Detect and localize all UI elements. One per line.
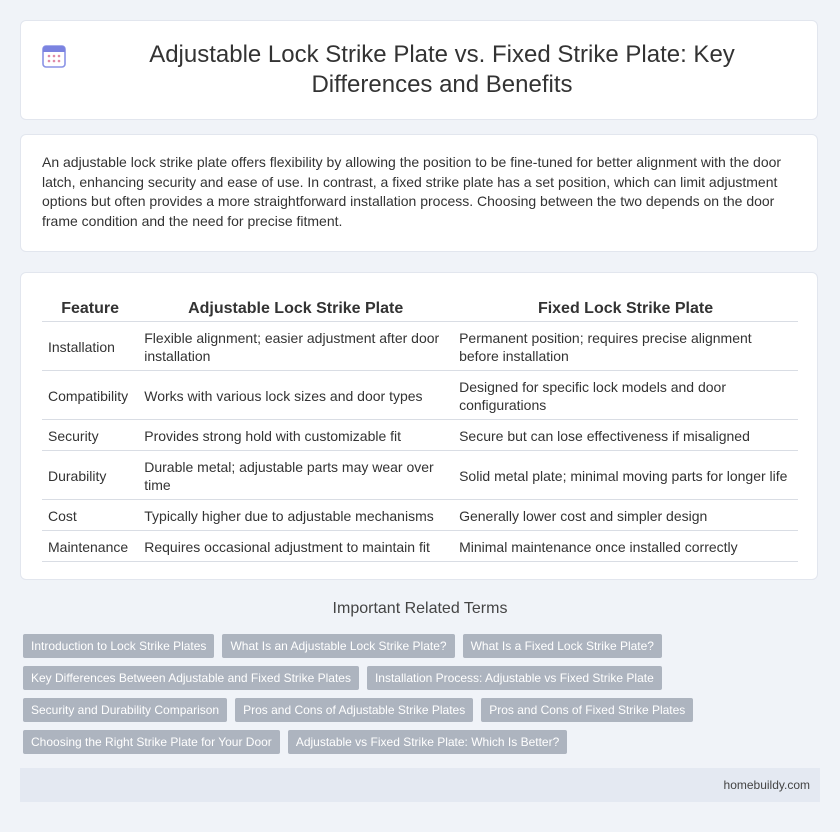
comparison-table (42, 294, 798, 564)
table-row (42, 373, 798, 420)
related-term-tag[interactable]: What Is an Adjustable Lock Strike Plate? (222, 634, 454, 658)
tag-row (23, 698, 813, 722)
related-term-tag[interactable]: Adjustable vs Fixed Strike Plate: Which Is Better? (288, 730, 567, 754)
related-terms-title: Important Related Terms (332, 600, 508, 617)
row-feature: Durability (42, 453, 138, 500)
row-fixed: Permanent position; requires precise alignment before installation (453, 324, 798, 371)
related-term-tag[interactable]: Pros and Cons of Adjustable Strike Plates (235, 698, 473, 722)
table-row (42, 453, 798, 500)
header-adjustable: Adjustable Lock Strike Plate (138, 296, 453, 322)
row-adjustable: Requires occasional adjustment to maintain fit (138, 533, 453, 562)
related-terms-tags (23, 634, 813, 762)
related-term-tag[interactable]: What Is a Fixed Lock Strike Plate? (463, 634, 662, 658)
row-adjustable: Works with various lock sizes and door types (138, 373, 453, 420)
related-term-tag[interactable]: Choosing the Right Strike Plate for Your Door (23, 730, 280, 754)
tag-row (23, 730, 813, 754)
header-feature: Feature (42, 296, 138, 322)
row-fixed: Minimal maintenance once installed correctly (453, 533, 798, 562)
intro-card (20, 134, 818, 252)
related-term-tag[interactable]: Pros and Cons of Fixed Strike Plates (481, 698, 693, 722)
header-card (20, 20, 818, 120)
comparison-card (20, 272, 818, 580)
row-feature: Security (42, 422, 138, 451)
row-fixed: Solid metal plate; minimal moving parts for longer life (453, 453, 798, 500)
related-term-tag[interactable]: Key Differences Between Adjustable and Fixed Strike Plates (23, 666, 359, 690)
row-fixed: Generally lower cost and simpler design (453, 502, 798, 531)
page-title: Adjustable Lock Strike Plate vs. Fixed Strike Plate: Key Differences and Benefits (149, 41, 735, 98)
row-feature: Installation (42, 324, 138, 371)
related-term-tag[interactable]: Installation Process: Adjustable vs Fixed Strike Plate (367, 666, 662, 690)
related-term-tag[interactable]: Security and Durability Comparison (23, 698, 227, 722)
row-fixed: Secure but can lose effectiveness if misaligned (453, 422, 798, 451)
row-feature: Compatibility (42, 373, 138, 420)
row-adjustable: Typically higher due to adjustable mechanisms (138, 502, 453, 531)
tag-row (23, 666, 813, 690)
footer (20, 768, 820, 802)
table-row (42, 502, 798, 531)
table-header-row (42, 296, 798, 322)
intro-paragraph: An adjustable lock strike plate offers flexibility by allowing the position to be fine-tuned for better alignment with the door latch, enhancing security and ease of use. In contrast, a fixed strike plate has a set position, which can limit adjustment options but often provides a more straightforward installation process. Choosing between the two depends on the door frame condition and the need for precise fitment. (42, 154, 782, 229)
header-fixed: Fixed Lock Strike Plate (453, 296, 798, 322)
footer-site-link[interactable]: homebuildy.com (723, 778, 810, 792)
row-fixed: Designed for specific lock models and door configurations (453, 373, 798, 420)
tag-row (23, 634, 813, 658)
table-row (42, 324, 798, 371)
row-adjustable: Flexible alignment; easier adjustment after door installation (138, 324, 453, 371)
calendar-icon (41, 43, 67, 69)
related-term-tag[interactable]: Introduction to Lock Strike Plates (23, 634, 214, 658)
row-feature: Maintenance (42, 533, 138, 562)
table-row (42, 422, 798, 451)
row-feature: Cost (42, 502, 138, 531)
header-inner (39, 40, 799, 100)
table-row (42, 533, 798, 562)
row-adjustable: Durable metal; adjustable parts may wear over time (138, 453, 453, 500)
row-adjustable: Provides strong hold with customizable fit (138, 422, 453, 451)
